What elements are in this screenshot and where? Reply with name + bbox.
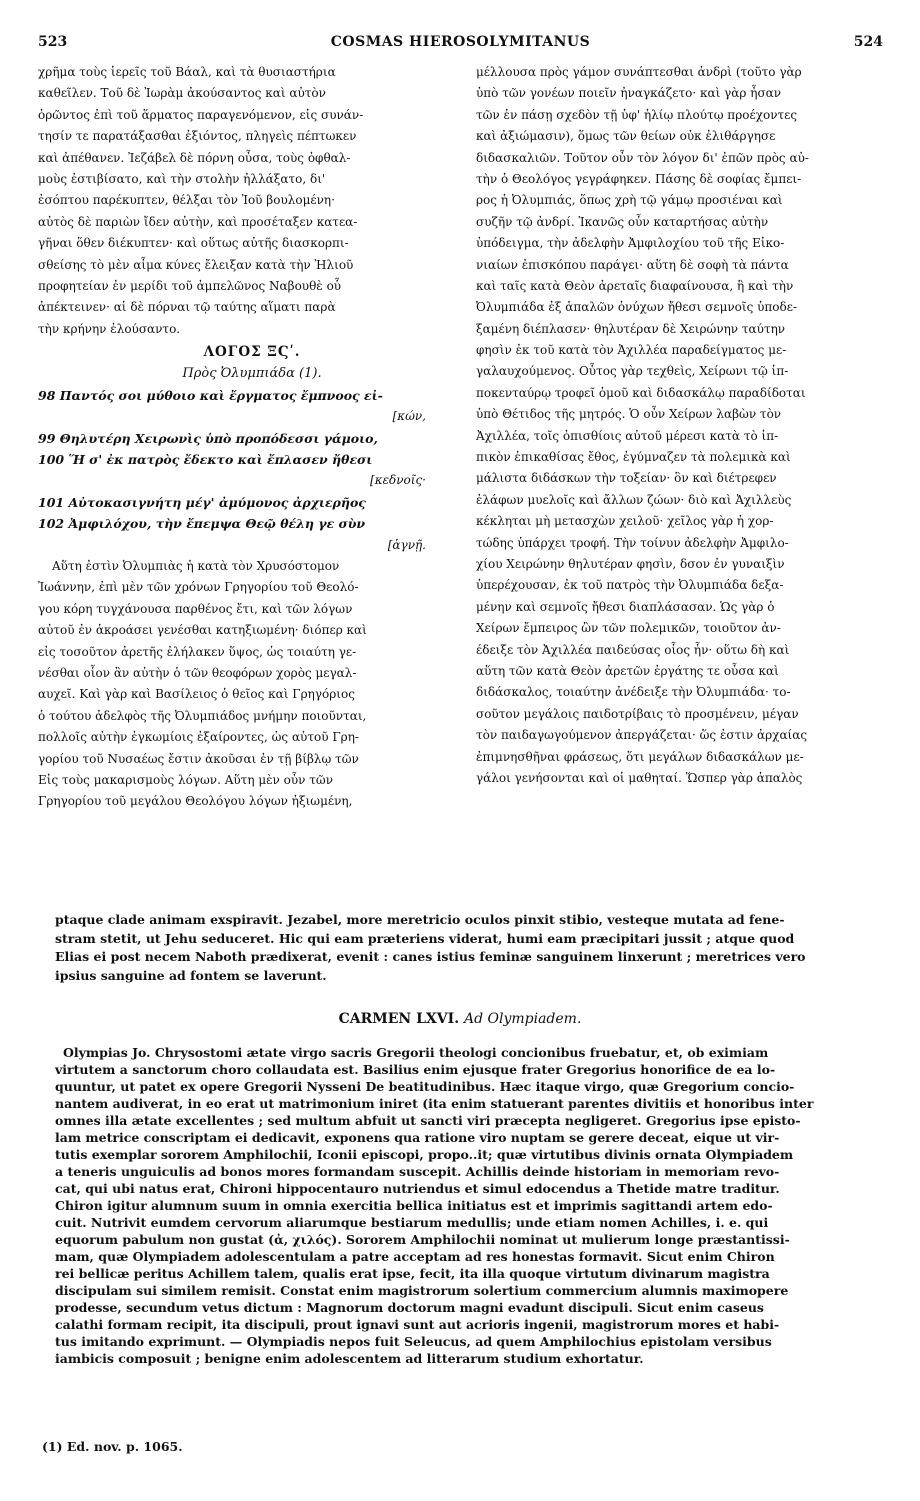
text-line: καὶ ἀξιώμασιν), ὅμως τῶν θείων οὐκ ἐλιθάργησε <box>476 129 776 144</box>
latin-line: stram stetit, ut Jehu seduceret. Hic qui eam præteriens viderat, humi eam præcipitari jussit ; atque quod <box>55 930 795 946</box>
text-line: τὴν κρήνην ἐλούσαντο. <box>38 321 181 336</box>
carmen-title: CARMEN LXVI. <box>338 1011 460 1027</box>
carmen-heading <box>0 1011 920 1027</box>
text-line: Αὕτη ἐστὶν Ὀλυμπιὰς ἡ κατὰ τὸν Χρυσόστομον <box>52 558 340 573</box>
text-line: έδειξε τὸν Ἀχιλλέα παιδεύσας οἷος ἦν· οὕτω δὴ καὶ <box>476 642 790 657</box>
text-line: γορίου τοῦ Νυσαέως ἔστιν ἀκοῦσαι ἐν τῇ βίβλῳ τῶν <box>38 751 359 766</box>
intro-line: quuntur, ut patet ex opere Gregorii Nysseni De beatitudinibus. Hæc itaque virgo, quæ Gregorium concio- <box>55 1079 795 1094</box>
left-column <box>38 62 466 813</box>
right-page-number: 524 <box>853 34 883 50</box>
text-line: σθείσης τὸ μὲν αἷμα κύνες ἔλειξαν κατὰ τὴν Ἠλιοῦ <box>38 257 354 272</box>
text-line: πολλοῖς αὐτὴν ἐγκωμίοις ἐξαίροντες, ὡς αὐτοῦ Γρη- <box>38 730 359 745</box>
verse-line: 98 Παντός σοι μύθοιο καὶ ἔργματος ἔμπνοος εἰ- <box>38 387 383 403</box>
verse-block <box>38 385 466 556</box>
verse-line: 100 Ἥ σ' ἐκ πατρὸς ἔδεκτο καὶ ἔπλασεν ἤθεσι <box>38 452 373 468</box>
text-line: μάλιστα διδάσκων τὴν τοξείαν· ὃν καὶ διέτρεφεν <box>476 471 777 486</box>
intro-line: cuit. Nutrivit eumdem cervorum aliarumque bestiarum medullis; unde etiam nomen Achilles, i. e. qui <box>55 1215 769 1230</box>
right-column-text <box>476 62 886 789</box>
latin-introduction <box>55 1044 885 1367</box>
text-line: γῆναι ὅθεν διέκυπτεν· καὶ οὕτως αὐτῆς διασκορπι- <box>38 236 349 251</box>
verse-continuation: [κών, <box>392 409 426 424</box>
text-line: τησίν τε παρατάξασθαι ἐξιόντος, πληγεὶς πέπτωκεν <box>38 129 357 144</box>
text-line: φησὶν ἐκ τοῦ κατὰ τὸν Ἀχιλλέα παραδείγματος με- <box>476 343 787 358</box>
intro-line: lam metrice conscriptam ei dedicavit, exponens qua ratione viro nuptam se gerere deceat, eique ut vir- <box>55 1130 780 1145</box>
text-line: χρῆμα τοὺς ἱερεῖς τοῦ Βάαλ, καὶ τὰ θυσιαστήρια <box>38 65 336 79</box>
text-line: ἀπέκτεινεν· αἱ δὲ πόρναι τῷ ταύτης αἵματι παρὰ <box>38 300 336 315</box>
text-line: τῶν ἐν πάσῃ σχεδὸν τῇ ὑφ' ἡλίῳ πλούτῳ προέχοντες <box>476 107 798 122</box>
verse-line: 102 Ἀμφιλόχου, τὴν ἔπεμψα Θεῷ θέλη γε σὺν <box>38 516 366 532</box>
text-line: σοῦτον μεγάλοις παιδοτρίβαις τὸ προσμένειν, μέγαν <box>476 706 799 721</box>
text-line: συζῆν τῷ ἀνδρί. Ἱκανῶς οὖν καταρτήσας αὐτὴν <box>476 214 769 229</box>
verse-continuation: [κεδνοῖς· <box>370 473 426 488</box>
text-line: μοὺς ἐστιβίσατο, καὶ τὴν στολὴν ἠλλάξατο, δι' <box>38 171 326 186</box>
text-line: τὴν ὁ Θεολόγος γεγράφηκεν. Πάσης δὲ σοφίας ἔμπει- <box>476 171 802 186</box>
text-line: ποκενταύρῳ τροφεῖ ὁμοῦ καὶ διδασκάλῳ παραδίδοται <box>476 385 806 400</box>
text-line: ὁρῶντος ἐπὶ τοῦ ἅρματος παραγενόμενον, εἰς συνάν- <box>38 107 364 122</box>
intro-line: omnes illa ætate excellentes ; sed multum abfuit ut sancti viri præcepta negligeret. Gregorius ipse episto- <box>55 1113 801 1128</box>
text-line: ὑπόδειγμα, τὴν ἀδελφὴν Ἀμφιλοχίου τοῦ τῆς Εἰκο- <box>476 236 785 251</box>
text-line: ἐλάφων μυελοῖς καὶ ἄλλων ζώων· διὸ καὶ Ἀχιλλεὺς <box>476 492 792 507</box>
intro-line: tus imitando exprimunt. — Olympiadis nepos fuit Seleucus, ad quem Amphilochius epistolam versibus <box>55 1334 772 1349</box>
text-line: διδάσκαλος, τοιαύτην ἀνέδειξε τὴν Ὀλυμπιάδα· το- <box>476 685 791 700</box>
text-line: νέσθαι οἷον ἂν αὐτὴν ὁ τῶν θεοφόρων χορὸς μεγαλ- <box>38 665 357 680</box>
latin-line: ptaque clade animam exspiravit. Jezabel, more meretricio oculos pinxit stibio, vesteque mutata ad fene- <box>55 912 785 927</box>
text-line: αὐτοῦ ἐν ἀκροάσει γενέσθαι κατηξιωμένη· διόπερ καὶ <box>38 623 367 638</box>
text-line: πικὸν ἐπικαθίσας ἔθος, ἐγύμναζεν τὰ πολεμικὰ καὶ <box>476 450 791 465</box>
text-line: καθεῖλεν. Τοῦ δὲ Ἰωρὰμ ἀκούσαντος καὶ αὐτὸν <box>38 86 326 101</box>
verse-line: 99 Θηλυτέρη Χειρωνὶς ὑπὸ προπόδεσσι γάμοιο, <box>38 430 378 446</box>
latin-translation-block <box>55 911 885 985</box>
latin-line: Elias ei post necem Naboth prædixerat, evenit : canes istius feminæ sanguinem linxerunt ; meretrices vero <box>55 949 806 965</box>
text-line: ὑπὸ τῶν γονέων ποιεῖν ἠναγκάζετο· καὶ γὰρ ἦσαν <box>476 86 782 101</box>
intro-line: Olympias Jo. Chrysostomi ætate virgo sacris Gregorii theologi concionibus fruebatur, et, ob eximiam <box>63 1045 769 1060</box>
text-line: μέλλουσα πρὸς γάμον συνάπτεσθαι ἀνδρὶ (τοῦτο γὰρ <box>476 65 802 79</box>
section-subtitle: Πρὸς Ὀλυμπιάδα (1). <box>182 366 322 382</box>
intro-line: calathi formam recipit, ita discipuli, prout ignavi sunt aut acrioris ingenii, magistrorum mores et habi- <box>55 1317 780 1332</box>
text-line: τὸν παιδαγωγούμενον ἀπεργάζεται· ὥς ἐστιν ἀρχαίας <box>476 728 808 743</box>
text-line: ἐσόπτου παρέκυπτεν, θέλξαι τὸν Ἰοῦ βουλομένη· <box>38 193 335 208</box>
verse-continuation: [ἁγνῇ. <box>387 537 426 552</box>
latin-line: ipsius sanguine ad fontem se laverunt. <box>55 967 327 983</box>
intro-line: equorum pabulum non gustat (ἀ, χιλός). Sororem Amphilochii nominat ut mulierum longe præstantissi- <box>55 1232 790 1247</box>
text-line: ξαμένη διέπλασεν· θηλυτέραν δὲ Χειρώνην ταύτην <box>476 321 786 336</box>
carmen-subtitle: Ad Olympiadem. <box>463 1011 582 1027</box>
page-header <box>38 34 883 54</box>
text-line: Ἀχιλλέα, τοῖς ὀπισθίοις αὐτοῦ μέρεσι κατὰ τὸ ἱπ- <box>476 428 779 443</box>
left-column-text-a <box>38 62 466 340</box>
text-line: γάλοι γενήσονται καὶ οἱ μαθηταί. Ὥσπερ γὰρ ἁπαλὸς <box>476 770 803 785</box>
text-line: Εἰς τοὺς μακαρισμοὺς λόγων. Αὕτη μὲν οὖν τῶν <box>38 772 334 787</box>
intro-line: mam, quæ Olympiadem adolescentulam a patre acceptam ad res honestas formavit. Sicut enim Chiron <box>55 1249 775 1264</box>
running-title: COSMAS HIEROSOLYMITANUS <box>330 34 591 50</box>
verse-line: 101 Αὐτοκασιγνήτη μέγ' ἀμύμονος ἀρχιερῆος <box>38 494 366 510</box>
text-line: αὐτὸς δὲ παριὼν ἴδεν αὐτὴν, καὶ προσέταξεν κατεα- <box>38 214 358 229</box>
text-line: τώδης ὑπάρχει τροφή. Τὴν τοίνυν ἀδελφὴν Ἀμφιλο- <box>476 535 789 550</box>
text-line: Χείρων ἔμπειρος ὢν τῶν πολεμικῶν, τοιοῦτον ἀν- <box>476 621 781 636</box>
intro-line: prodesse, secundum vetus dictum : Magnorum doctorum magni evadunt discipuli. Sicut enim caseus <box>55 1300 764 1315</box>
text-line: ἐπιμνησθῆναι φράσεως, ὅτι μεγάλων διδασκάλων με- <box>476 749 804 764</box>
text-line: ρος ἡ Ὀλυμπιάς, ὅπως χρὴ τῷ γάμῳ προσιέναι καὶ <box>476 193 783 208</box>
text-line: γου κόρη τυγχάνουσα παρθένος ἔτι, καὶ τῶν λόγων <box>38 601 353 616</box>
text-line: Γρηγορίου τοῦ μεγάλου Θεολόγου λόγων ἠξιωμένη, <box>38 794 353 809</box>
text-line: χίου Χειρώνην θηλυτέραν φησὶν, δσον ἐν γυναιξὶν <box>476 556 785 571</box>
intro-line: cat, qui ubi natus erat, Chironi hippocentauro nutriendus et simul edocendus a Thetide matre traditur. <box>55 1181 780 1196</box>
intro-line: Chiron igitur alumnum suum in omnia exercitia bellica initiatus est et imprimis sagittandi artem edo- <box>55 1198 773 1213</box>
text-line: αὕτη τῶν κατὰ Θεὸν ἀρετῶν ἐργάτης τε οὖσα καὶ <box>476 663 779 678</box>
text-line: προφητείαν ἐν μερίδι τοῦ ἀμπελῶνος Ναβουθὲ οὗ <box>38 278 342 293</box>
text-line: κέκληται μὴ μετασχὼν χειλοῦ· χεῖλος γὰρ ἡ χορ- <box>476 514 774 529</box>
text-line: γαλαυχούμενος. Οὗτος γὰρ τεχθεὶς, Χείρωνι τῷ ἱπ- <box>476 364 789 379</box>
intro-line: virtutem a sanctorum choro collaudata est. Basilius enim ejusque frater Gregorius honorifice de ea lo- <box>55 1062 776 1077</box>
text-line: αυχεῖ. Καὶ γὰρ καὶ Βασίλειος ὁ θεῖος καὶ Γρηγόριος <box>38 687 355 702</box>
intro-line: tutis exemplar sororem Amphilochii, Iconii episcopi, propo..it; quæ virtutibus divinis ornata Olympiadem <box>55 1147 794 1162</box>
text-line: εἰς τοσοῦτον ἀρετῆς ἐλήλακεν ὕψος, ὡς τοιαύτη γε- <box>38 644 357 659</box>
text-line: καὶ ἀπέθανεν. Ἰεζάβελ δὲ πόρνη οὖσα, τοὺς ὀφθαλ- <box>38 150 351 165</box>
intro-line: nantem audiverat, in eo erat ut matrimonium iniret (ita enim statuerant parentes divitiis et honoribus inter <box>55 1096 814 1111</box>
intro-line: iambicis composuit ; benigne enim adolescentem ad litterarum studium exhortatur. <box>55 1351 644 1366</box>
section-title: ΛΟΓΟΣ ΞϚʹ. <box>203 344 301 361</box>
text-line: ὑπὸ Θέτιδος τῆς μητρός. Ὁ οὖν Χείρων λαβὼν τὸν <box>476 407 782 422</box>
text-line: Ἰωάννην, ἐπὶ μὲν τῶν χρόνων Γρηγορίου τοῦ Θεολό- <box>38 580 359 595</box>
text-line: ὁ τούτου ἀδελφὸς τῆς Ὀλυμπιάδος μνήμην ποιοῦνται, <box>38 708 367 723</box>
text-line: ὑπερέχουσαν, ἐκ τοῦ πατρὸς τὴν Ὀλυμπιάδα δεξα- <box>476 578 784 593</box>
intro-line: a teneris unguiculis ad bonos mores formandam suscepit. Achillis deinde historiam in memoriam revo- <box>55 1164 780 1179</box>
text-line: Ὀλυμπιάδα ἐξ ἁπαλῶν ὀνύχων ἤθεσι σεμνοῖς ὑποδε- <box>476 300 798 315</box>
intro-line: discipulam sui similem remisit. Constat enim magistrorum solertium commercium alumnis maximopere <box>55 1283 789 1298</box>
text-line: νιαίων ἐπισκόπου παράγει· αὕτη δὲ σοφὴ τὰ πάντα <box>476 257 789 272</box>
left-page-number: 523 <box>38 34 68 50</box>
text-line: μένην καὶ σεμνοῖς ἤθεσι διαπλάσασαν. Ὡς γὰρ ὁ <box>476 599 775 614</box>
right-column <box>476 62 886 789</box>
text-line: διδασκαλιῶν. Τοῦτον οὖν τὸν λόγον δι' ἐπῶν πρὸς αὐ- <box>476 150 809 165</box>
footnote: (1) Ed. nov. p. 1065. <box>42 1439 183 1454</box>
text-line: καὶ ταῖς κατὰ Θεὸν ἀρεταῖς διαφαίνουσα, ἣ καὶ τὴν <box>476 278 794 293</box>
left-column-text-b <box>38 556 466 813</box>
intro-line: rei bellicæ peritus Achillem talem, qualis erat ipse, fecit, ita illa quoque virtutum divinarum magistra <box>55 1266 770 1281</box>
